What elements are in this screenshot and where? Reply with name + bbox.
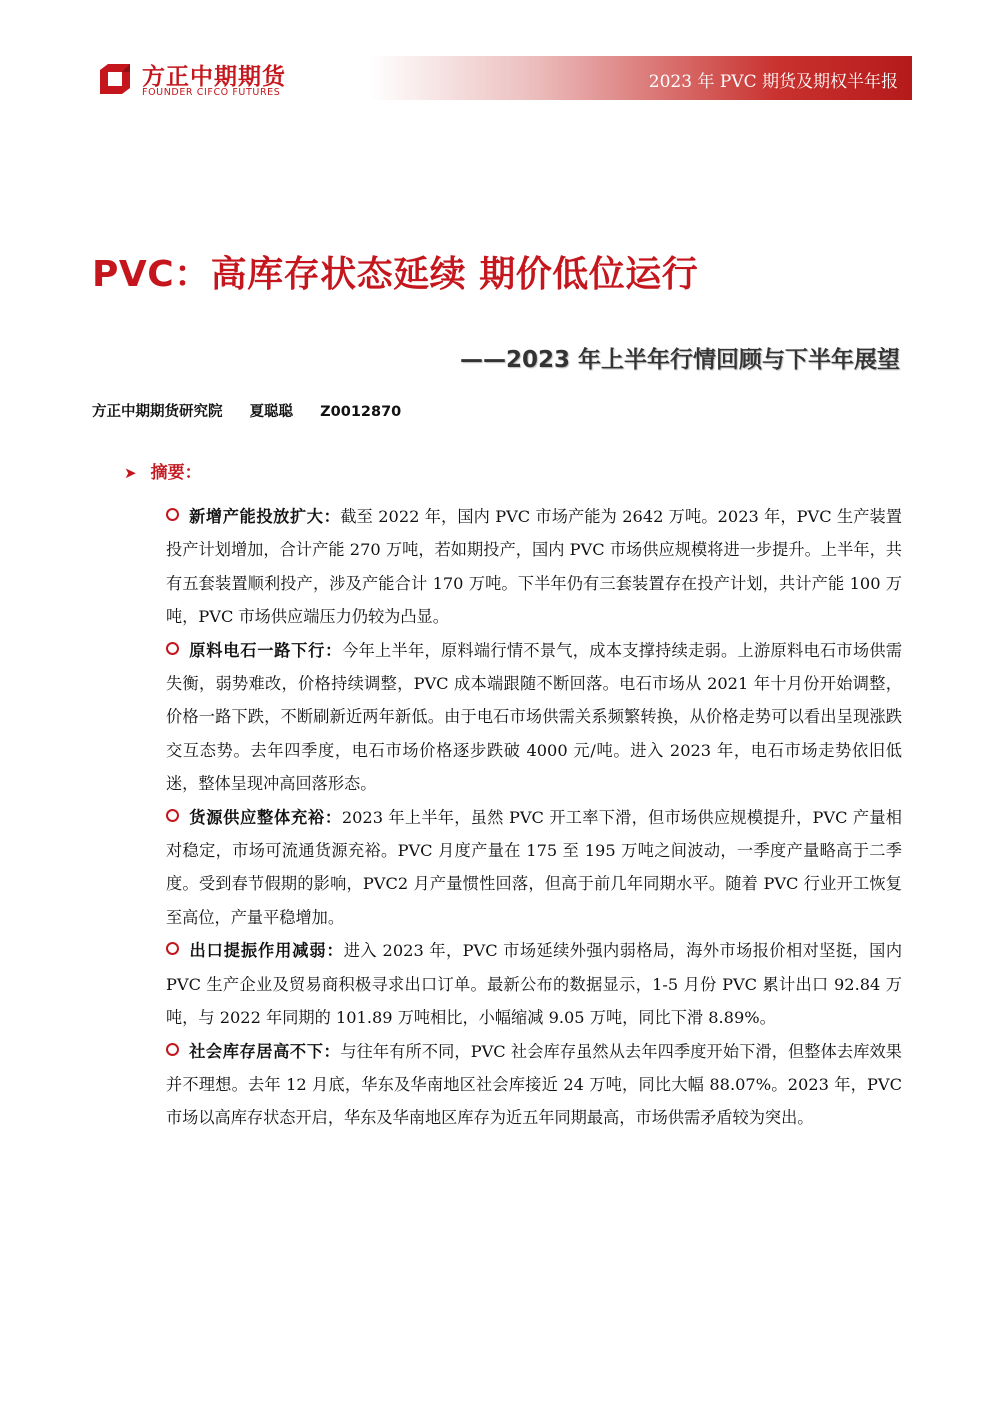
summary-list — [166, 500, 902, 1135]
circle-bullet-icon — [166, 942, 179, 955]
license-number: Z0012870 — [320, 404, 402, 420]
circle-bullet-icon — [166, 508, 179, 521]
page-title: PVC：高库存状态延续 期价低位运行 — [92, 254, 699, 295]
page-subtitle: ——2023 年上半年行情回顾与下半年展望 — [459, 347, 900, 373]
summary-heading — [124, 458, 202, 483]
summary-heading-label: 摘要： — [150, 463, 202, 483]
founder-logo-icon — [96, 60, 134, 98]
institute-name: 方正中期期货研究院 — [92, 404, 223, 420]
header-banner — [370, 56, 912, 100]
company-logo — [96, 56, 306, 102]
summary-item — [166, 934, 902, 1034]
summary-item-text: 进入 2023 年，PVC 市场延续外强内弱格局，海外市场报价相对坚挺，国内 PVC 生产企业及贸易商积极寻求出口订单。最新公布的数据显示，1-5 月份 PVC 累计出口 92.84 万吨，与 2022 年同期的 101.89 万吨相比，小幅缩减 9.05 万吨，同比下滑 8.89%。 — [166, 941, 903, 1028]
summary-item-title: 出口提振作用减弱： — [189, 941, 344, 961]
summary-item-text: 2023 年上半年，虽然 PVC 开工率下滑，但市场供应规模提升，PVC 产量相对稳定，市场可流通货源充裕。PVC 月度产量在 175 至 195 万吨之间波动，一季度产量略高于二季度。受到春节假期的影响，PVC2 月产量惯性回落，但高于前几年同期水平。随着 PVC 行业开工恢复至高位，产量平稳增加。 — [166, 807, 902, 927]
summary-item-text: 截至 2022 年，国内 PVC 市场产能为 2642 万吨。2023 年，PVC 生产装置投产计划增加，合计产能 270 万吨，若如期投产，国内 PVC 市场供应规模将进一步提升。上半年，共有五套装置顺利投产，涉及产能合计 170 万吨。下半年仍有三套装置存在投产计划，共计产能 100 万吨，PVC 市场供应端压力仍较为凸显。 — [166, 507, 903, 627]
circle-bullet-icon — [166, 1043, 179, 1056]
summary-item-title: 货源供应整体充裕： — [189, 807, 342, 827]
summary-item — [166, 500, 902, 634]
summary-item-title: 社会库存居高不下： — [189, 1041, 341, 1061]
summary-item-text: 与往年有所不同，PVC 社会库存虽然从去年四季度开始下滑，但整体去库效果并不理想。去年 12 月底，华东及华南地区社会库接近 24 万吨，同比大幅 88.07%。2023 年，PVC 市场以高库存状态开启，华东及华南地区库存为近五年同期最高，市场供需矛盾较为突出。 — [166, 1041, 902, 1128]
summary-item — [166, 801, 902, 935]
summary-item-title: 原料电石一路下行： — [189, 640, 343, 660]
summary-item-text: 今年上半年，原料端行情不景气，成本支撑持续走弱。上游原料电石市场供需失衡，弱势难改，价格持续调整，PVC 成本端跟随不断回落。电石市场从 2021 年十月份开始调整，价格一路下跌，不断刷新近两年新低。由于电石市场供需关系频繁转换，从价格走势可以看出呈现涨跌交互态势。去年四季度，电石市场价格逐步跌破 4000 元/吨。进入 2023 年，电石市场走势依旧低迷，整体呈现冲高回落形态。 — [166, 640, 903, 794]
author-name: 夏聪聪 — [249, 404, 294, 420]
report-title: 2023 年 PVC 期货及期权半年报 — [648, 72, 898, 92]
arrow-right-icon: ➤ — [124, 464, 137, 482]
circle-bullet-icon — [166, 809, 179, 822]
summary-item-title: 新增产能投放扩大： — [189, 507, 341, 526]
logo-cn-text: 方正中期期货 — [142, 64, 286, 90]
summary-item — [166, 1035, 902, 1135]
byline — [92, 400, 423, 421]
logo-en-text: FOUNDER CIFCO FUTURES — [142, 87, 281, 98]
summary-item — [166, 634, 902, 801]
circle-bullet-icon — [166, 642, 179, 655]
